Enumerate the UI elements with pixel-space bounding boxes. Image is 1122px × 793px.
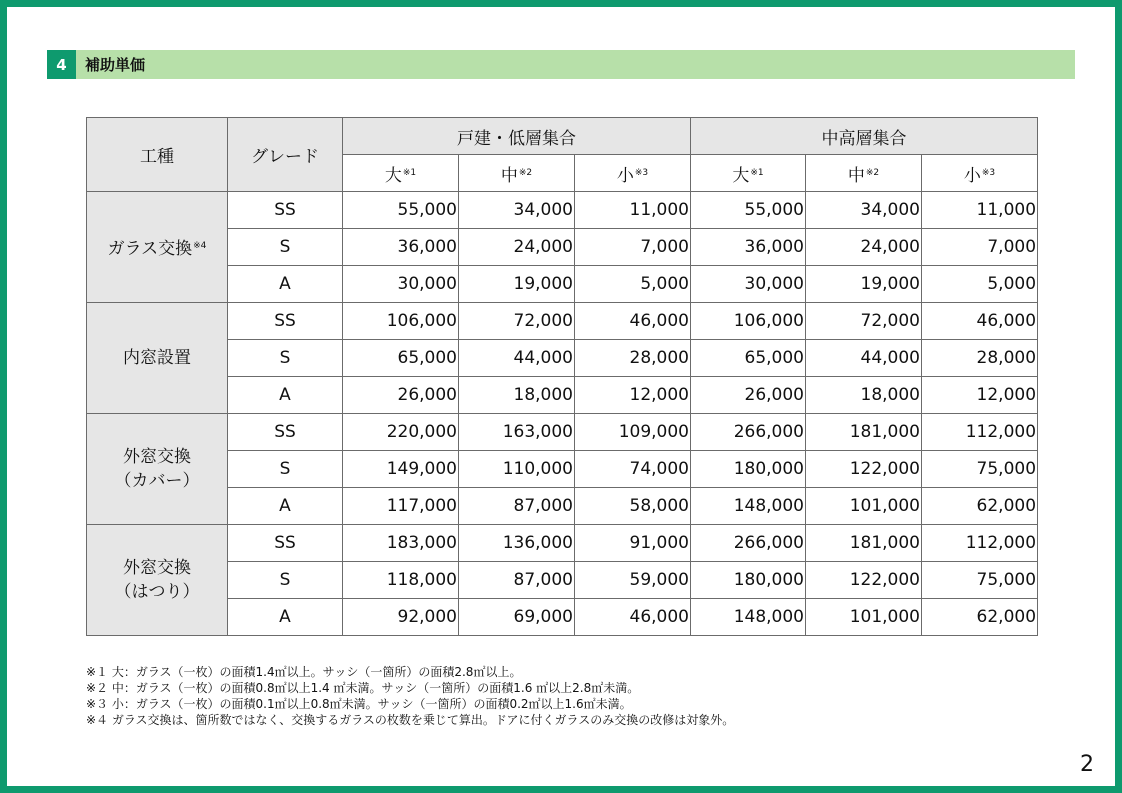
price-cell: 26,000 xyxy=(343,377,459,414)
price-cell: 92,000 xyxy=(343,599,459,636)
price-cell: 163,000 xyxy=(459,414,575,451)
price-cell: 62,000 xyxy=(922,599,1038,636)
grade-cell: A xyxy=(228,377,343,414)
price-cell: 266,000 xyxy=(691,414,806,451)
price-cell: 266,000 xyxy=(691,525,806,562)
size-note-mark: ※2 xyxy=(518,167,533,178)
price-cell: 11,000 xyxy=(575,192,691,229)
price-cell: 148,000 xyxy=(691,599,806,636)
price-cell: 55,000 xyxy=(691,192,806,229)
price-cell: 122,000 xyxy=(806,562,922,599)
table-row xyxy=(87,192,1038,229)
footnote: ※１ 大：ガラス（一枚）の面積1.4㎡以上。サッシ（一箇所）の面積2.8㎡以上。 xyxy=(86,665,522,679)
price-cell: 149,000 xyxy=(343,451,459,488)
table-row xyxy=(87,414,1038,451)
price-cell: 34,000 xyxy=(806,192,922,229)
work-type-subname: （はつり） xyxy=(114,582,200,602)
price-cell: 24,000 xyxy=(806,229,922,266)
size-note-mark: ※2 xyxy=(865,167,880,178)
size-label: 中 xyxy=(847,165,865,186)
price-cell: 148,000 xyxy=(691,488,806,525)
size-note-mark: ※1 xyxy=(750,167,764,178)
table-row xyxy=(87,562,1038,599)
subsidy-price-table xyxy=(86,117,1038,636)
price-cell: 58,000 xyxy=(575,488,691,525)
work-type-cell xyxy=(87,414,228,525)
grade-cell: A xyxy=(228,599,343,636)
size-note-mark: ※1 xyxy=(402,167,417,178)
size-label: 大 xyxy=(732,165,750,186)
footnote: ※２ 中：ガラス（一枚）の面積0.8㎡以上1.4 ㎡未満。サッシ（一箇所）の面積1.6 ㎡以上2.8㎡未満。 xyxy=(86,681,640,695)
price-cell: 87,000 xyxy=(459,488,575,525)
size-header xyxy=(922,155,1038,192)
price-cell: 46,000 xyxy=(575,303,691,340)
price-cell: 69,000 xyxy=(459,599,575,636)
price-cell: 34,000 xyxy=(459,192,575,229)
size-header xyxy=(459,155,575,192)
work-type-cell xyxy=(87,192,228,303)
header-row-1 xyxy=(87,118,1038,155)
grade-cell: SS xyxy=(228,303,343,340)
table-row xyxy=(87,488,1038,525)
price-cell: 180,000 xyxy=(691,451,806,488)
grade-cell: A xyxy=(228,488,343,525)
work-type-name: 内窓設置 xyxy=(123,348,191,368)
price-cell: 65,000 xyxy=(343,340,459,377)
size-note-mark: ※3 xyxy=(981,167,996,178)
price-cell: 59,000 xyxy=(575,562,691,599)
grade-cell: S xyxy=(228,562,343,599)
price-cell: 122,000 xyxy=(806,451,922,488)
work-type-cell xyxy=(87,525,228,636)
size-label: 小 xyxy=(616,165,634,186)
table-row xyxy=(87,229,1038,266)
grade-cell: S xyxy=(228,451,343,488)
grade-cell: S xyxy=(228,340,343,377)
price-cell: 24,000 xyxy=(459,229,575,266)
table-row xyxy=(87,377,1038,414)
price-cell: 18,000 xyxy=(806,377,922,414)
price-cell: 101,000 xyxy=(806,488,922,525)
table-row xyxy=(87,303,1038,340)
work-type-cell xyxy=(87,303,228,414)
price-cell: 12,000 xyxy=(575,377,691,414)
grade-cell: S xyxy=(228,229,343,266)
table-row xyxy=(87,266,1038,303)
price-cell: 72,000 xyxy=(806,303,922,340)
table-row xyxy=(87,451,1038,488)
work-type-header: 工種 xyxy=(87,118,228,192)
grade-header: グレード xyxy=(228,118,343,192)
work-type-note-mark: ※4 xyxy=(193,240,207,251)
price-cell: 19,000 xyxy=(459,266,575,303)
midhighrise-header: 中高層集合 xyxy=(691,118,1038,155)
footnote: ※４ ガラス交換は、箇所数ではなく、交換するガラスの枚数を乗じて算出。ドアに付くガラスのみ交換の改修は対象外。 xyxy=(86,713,735,727)
price-cell: 101,000 xyxy=(806,599,922,636)
work-type-name: ガラス交換 xyxy=(107,238,193,259)
price-cell: 62,000 xyxy=(922,488,1038,525)
price-cell: 44,000 xyxy=(459,340,575,377)
price-cell: 106,000 xyxy=(691,303,806,340)
price-cell: 136,000 xyxy=(459,525,575,562)
size-note-mark: ※3 xyxy=(634,167,649,178)
size-header xyxy=(806,155,922,192)
size-label: 大 xyxy=(384,165,402,186)
price-cell: 181,000 xyxy=(806,525,922,562)
size-header xyxy=(343,155,459,192)
price-cell: 183,000 xyxy=(343,525,459,562)
price-cell: 18,000 xyxy=(459,377,575,414)
page-number: 2 xyxy=(1080,752,1094,777)
work-type-name: 外窓交換 xyxy=(123,447,191,467)
price-cell: 5,000 xyxy=(575,266,691,303)
size-header xyxy=(575,155,691,192)
price-cell: 36,000 xyxy=(343,229,459,266)
price-cell: 11,000 xyxy=(922,192,1038,229)
price-cell: 12,000 xyxy=(922,377,1038,414)
detached-lowrise-header: 戸建・低層集合 xyxy=(343,118,691,155)
section-number: 4 xyxy=(47,50,76,79)
work-type-name: 外窓交換 xyxy=(123,558,191,578)
price-cell: 74,000 xyxy=(575,451,691,488)
price-cell: 112,000 xyxy=(922,525,1038,562)
price-cell: 75,000 xyxy=(922,451,1038,488)
price-cell: 46,000 xyxy=(922,303,1038,340)
price-cell: 65,000 xyxy=(691,340,806,377)
price-cell: 19,000 xyxy=(806,266,922,303)
price-cell: 112,000 xyxy=(922,414,1038,451)
price-cell: 30,000 xyxy=(343,266,459,303)
price-cell: 118,000 xyxy=(343,562,459,599)
section-title: 補助単価 xyxy=(85,56,146,74)
price-cell: 28,000 xyxy=(922,340,1038,377)
price-cell: 220,000 xyxy=(343,414,459,451)
footnotes xyxy=(86,664,734,728)
grade-cell: SS xyxy=(228,192,343,229)
price-cell: 44,000 xyxy=(806,340,922,377)
price-cell: 180,000 xyxy=(691,562,806,599)
price-cell: 106,000 xyxy=(343,303,459,340)
price-cell: 72,000 xyxy=(459,303,575,340)
price-cell: 7,000 xyxy=(922,229,1038,266)
section-header xyxy=(47,50,1075,79)
table-row xyxy=(87,340,1038,377)
grade-cell: SS xyxy=(228,525,343,562)
price-cell: 36,000 xyxy=(691,229,806,266)
price-cell: 28,000 xyxy=(575,340,691,377)
size-label: 小 xyxy=(963,165,981,186)
table-row xyxy=(87,599,1038,636)
price-cell: 91,000 xyxy=(575,525,691,562)
price-cell: 7,000 xyxy=(575,229,691,266)
price-cell: 5,000 xyxy=(922,266,1038,303)
size-label: 中 xyxy=(500,165,518,186)
size-header xyxy=(691,155,806,192)
footnote: ※３ 小：ガラス（一枚）の面積0.1㎡以上0.8㎡未満。サッシ（一箇所）の面積0.2㎡以上1.6㎡未満。 xyxy=(86,697,632,711)
table-row xyxy=(87,525,1038,562)
price-cell: 109,000 xyxy=(575,414,691,451)
price-cell: 55,000 xyxy=(343,192,459,229)
price-cell: 87,000 xyxy=(459,562,575,599)
price-cell: 75,000 xyxy=(922,562,1038,599)
price-cell: 110,000 xyxy=(459,451,575,488)
work-type-subname: （カバー） xyxy=(114,471,200,491)
price-cell: 26,000 xyxy=(691,377,806,414)
price-cell: 30,000 xyxy=(691,266,806,303)
price-cell: 181,000 xyxy=(806,414,922,451)
grade-cell: SS xyxy=(228,414,343,451)
price-cell: 46,000 xyxy=(575,599,691,636)
grade-cell: A xyxy=(228,266,343,303)
price-cell: 117,000 xyxy=(343,488,459,525)
